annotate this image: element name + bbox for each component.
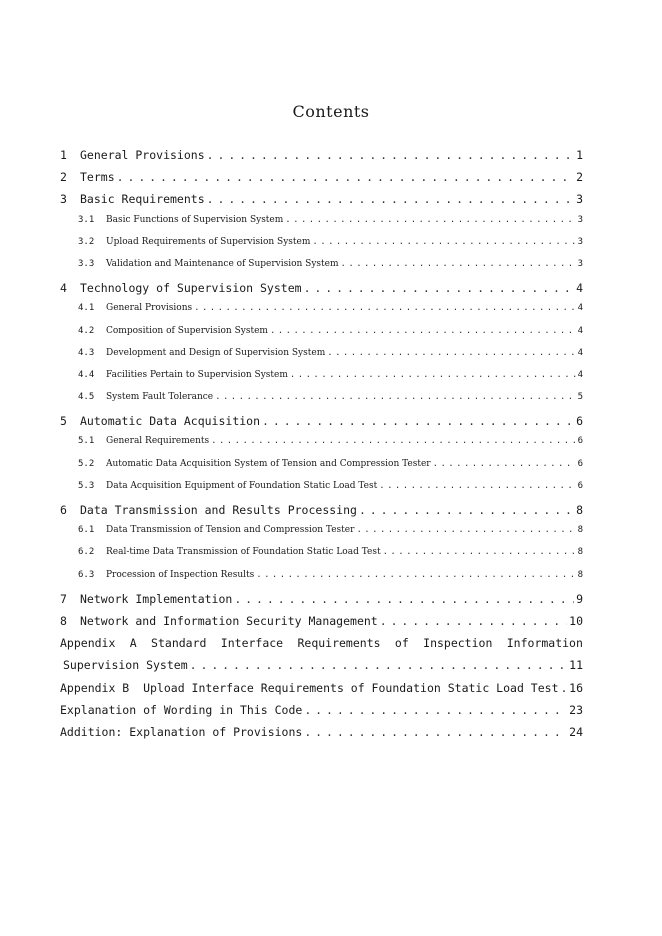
leader-dots [270,326,576,336]
toc-entry-title: General Provisions [80,148,205,162]
leader-dots [262,414,574,428]
toc-entry-title: Network and Information Security Management [80,613,378,628]
leader-dots [207,148,574,162]
toc-entry-number: 6 [60,503,67,517]
leader-dots [356,525,575,535]
toc-entry-number: 4.4 [78,369,95,380]
toc-entry-title: Supervision System [63,658,188,673]
toc-appendix-a-line1[interactable] [60,636,583,658]
toc-entry-number: 3.3 [78,258,95,269]
toc-subentry[interactable] [60,348,583,370]
toc-entry[interactable] [60,148,583,170]
toc-entry-number: 5.3 [78,480,95,491]
toc-entry[interactable] [60,614,583,636]
toc-entry-page: 8 [577,525,583,536]
appendix-a-word: A [129,636,137,651]
toc-entry-page: 6 [577,436,583,447]
toc-entry[interactable] [60,681,583,703]
leader-dots [215,392,575,402]
toc-entry-page: 5 [577,392,583,403]
toc-entry-page: 4 [577,347,583,358]
appendix-a-word: Standard [151,636,207,651]
toc-entry-title: Network Implementation [80,591,233,606]
toc-entry-number: 5.2 [78,458,95,469]
toc-entry-number: 7 [60,591,67,606]
toc-entry-page: 10 [569,613,583,628]
toc-entry[interactable] [60,725,583,747]
leader-dots [190,658,568,672]
toc-entry-title: Procession of Inspection Results [106,569,255,580]
toc-entry-number: 4.3 [78,347,95,358]
toc-entry-number: 2 [60,170,67,185]
toc-entry-title: Data Transmission of Tension and Compression Tester [106,525,355,536]
toc-entry-title: Upload Requirements of Supervision System [106,236,311,247]
toc-subentry[interactable] [60,547,583,569]
leader-dots [234,592,574,606]
toc-entry-page: 1 [576,148,583,162]
toc-entry[interactable] [60,703,583,725]
toc-entry-number: 4.5 [78,392,95,403]
toc-entry-title: General Requirements [106,436,210,447]
leader-dots [312,237,575,247]
toc-entry-number: 1 [60,148,67,162]
toc-subentry[interactable] [60,259,583,281]
toc-entry-page: 8 [576,503,583,517]
leader-dots [207,192,574,206]
toc-subentry[interactable] [60,303,583,325]
toc-entry-number: 3.2 [78,236,95,247]
table-of-contents [60,148,583,747]
toc-entry-title: Automatic Data Acquisition [80,414,261,429]
appendix-a-word: Interface [220,636,284,651]
toc-entry-number: 6.1 [78,525,95,536]
leader-dots [561,681,568,695]
toc-entry-number: 4.2 [78,325,95,336]
toc-entry-title: Terms [80,170,115,185]
leader-dots [290,370,576,380]
toc-entry-number: 3 [60,192,67,207]
leader-dots [211,436,575,446]
toc-entry-title: Addition: Explanation of Provisions [60,724,303,739]
page-title: Contents [292,102,370,121]
toc-entry-page: 4 [577,369,583,380]
toc-entry-page: 6 [577,458,583,469]
leader-dots [380,614,567,628]
toc-entry[interactable] [60,281,583,303]
leader-dots [327,348,575,358]
leader-dots [433,459,576,469]
toc-entry[interactable] [60,192,583,214]
leader-dots [341,259,576,269]
toc-subentry[interactable] [60,370,583,392]
toc-entry-title: Data Acquisition Equipment of Foundation Static Load Test [106,480,378,491]
appendix-a-word: Inspection [423,636,493,651]
toc-entry-page: 9 [576,591,583,606]
toc-subentry[interactable] [60,215,583,237]
leader-dots [304,725,567,739]
toc-entry-number: 4 [60,281,67,296]
leader-dots [304,703,567,717]
toc-entry-page: 23 [569,702,583,717]
toc-entry-title: Appendix B Upload Interface Requirements of Foundation Static Load Test [60,680,559,695]
leader-dots [379,481,575,491]
toc-entry-number: 5.1 [78,436,95,447]
toc-entry-title: Basic Requirements [80,192,205,207]
toc-subentry[interactable] [60,525,583,547]
toc-entry-number: 3.1 [78,214,95,225]
leader-dots [285,215,575,225]
toc-entry-number: 8 [60,613,67,628]
toc-entry-title: Explanation of Wording in This Code [60,702,303,717]
toc-entry-title: Development and Design of Supervision System [106,347,326,358]
leader-dots [359,503,574,517]
toc-appendix-a-line2[interactable] [60,658,583,680]
toc-entry-page: 4 [576,281,583,296]
leader-dots [194,303,575,313]
leader-dots [256,570,575,580]
toc-subentry[interactable] [60,436,583,458]
toc-entry-page: 3 [576,192,583,207]
toc-entry-page: 8 [577,569,583,580]
toc-entry-title: General Provisions [106,303,193,314]
toc-entry-title: Technology of Supervision System [80,281,302,296]
toc-entry[interactable] [60,170,583,192]
toc-entry-page: 8 [577,547,583,558]
toc-entry-page: 6 [576,414,583,429]
toc-subentry[interactable] [60,326,583,348]
toc-entry-page: 6 [577,480,583,491]
toc-subentry[interactable] [60,392,583,414]
toc-entry-number: 4.1 [78,303,95,314]
toc-entry[interactable] [60,592,583,614]
toc-entry[interactable] [60,503,583,525]
appendix-a-word: Appendix [60,636,116,651]
toc-entry-title: Validation and Maintenance of Supervision System [106,258,339,269]
toc-entry-number: 5 [60,414,67,429]
leader-dots [117,170,574,184]
toc-subentry[interactable] [60,237,583,259]
toc-entry-title: Automatic Data Acquisition System of Tension and Compression Tester [106,458,431,469]
toc-entry-page: 3 [577,258,583,269]
toc-entry-title: Composition of Supervision System [106,325,268,336]
appendix-a-word: Information [506,636,583,651]
toc-entry-page: 3 [577,214,583,225]
toc-entry-number: 6.3 [78,569,95,580]
toc-entry-title: Facilities Pertain to Supervision System [106,369,288,380]
toc-entry-page: 3 [577,236,583,247]
toc-entry-title: System Fault Tolerance [106,392,214,403]
toc-subentry[interactable] [60,570,583,592]
leader-dots [304,281,575,295]
appendix-a-word: of [394,636,409,651]
toc-entry-page: 24 [569,724,583,739]
leader-dots [383,547,576,557]
appendix-a-word: Requirements [297,636,381,651]
toc-entry-page: 11 [569,658,583,673]
toc-entry-title: Data Transmission and Results Processing [80,503,357,517]
toc-entry-number: 6.2 [78,547,95,558]
toc-subentry[interactable] [60,481,583,503]
toc-entry[interactable] [60,414,583,436]
toc-subentry[interactable] [60,459,583,481]
toc-entry-page: 4 [577,325,583,336]
toc-entry-title: Real-time Data Transmission of Foundation Static Load Test [106,547,381,558]
toc-entry-page: 4 [577,303,583,314]
toc-entry-title: Basic Functions of Supervision System [106,214,284,225]
toc-entry-page: 2 [576,170,583,185]
toc-entry-page: 16 [569,680,583,695]
